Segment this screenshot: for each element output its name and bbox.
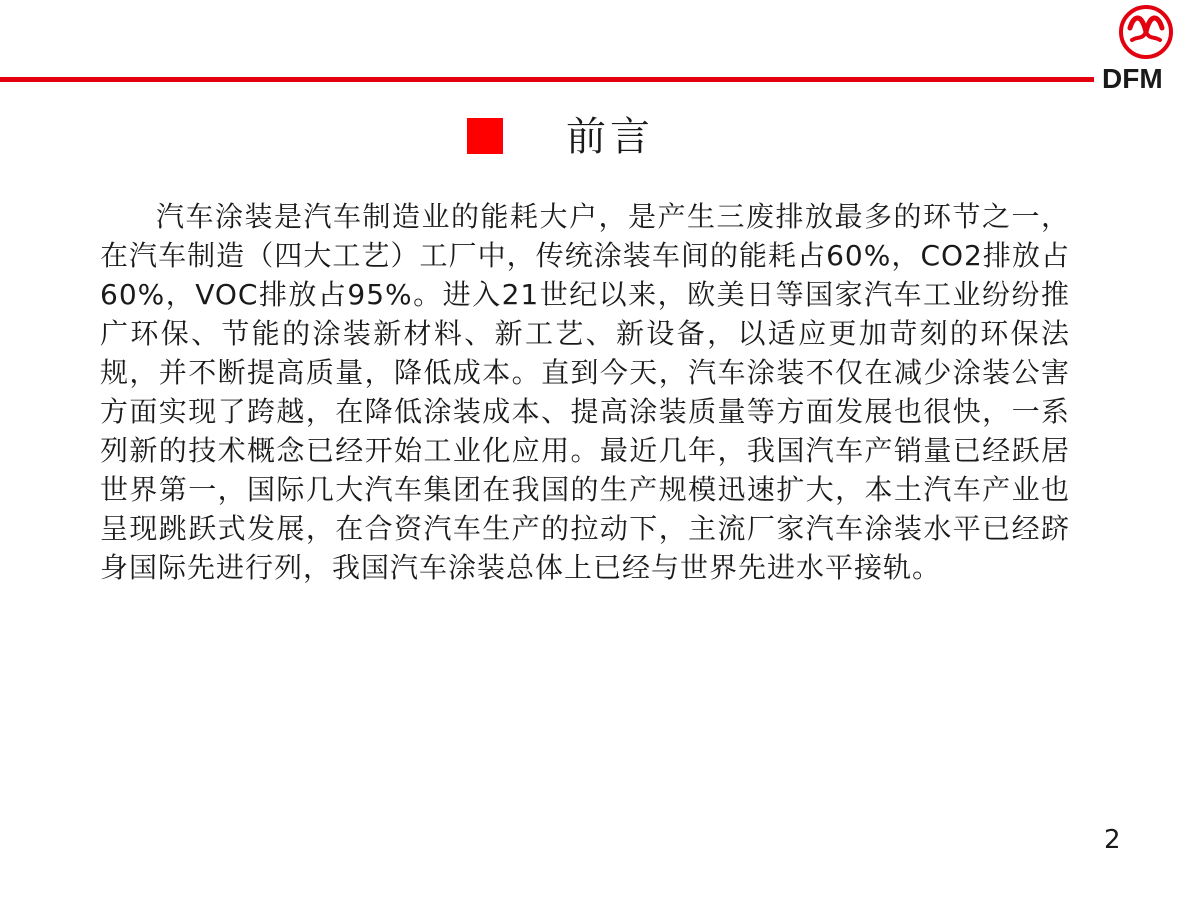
slide-title: 前言 <box>566 114 654 160</box>
header-divider <box>0 77 1094 82</box>
slide-title-row <box>0 112 1200 164</box>
page-number: 2 <box>1104 825 1121 855</box>
dfm-logo <box>1100 2 1196 94</box>
slide-body-paragraph: 汽车涂装是汽车制造业的能耗大户，是产生三废排放最多的环节之一，在汽车制造（四大工艺）工厂中，传统涂装车间的能耗占60%，CO2排放占60%，VOC排放占95%。进入21世纪以来，欧美日等国家汽车工业纷纷推广环保、节能的涂装新材料、新工艺、新设备，以适应更加苛刻的环保法规，并不断提高质量，降低成本。直到今天，汽车涂装不仅在减少涂装公害方面实现了跨越，在降低涂装成本、提高涂装质量等方面发展也很快，一系列新的技术概念已经开始工业化应用。最近几年，我国汽车产销量已经跃居世界第一，国际几大汽车集团在我国的生产规模迅速扩大，本土汽车产业也呈现跳跃式发展，在合资汽车生产的拉动下，主流厂家汽车涂装水平已经跻身国际先进行列，我国汽车涂装总体上已经与世界先进水平接轨。 <box>100 200 1070 584</box>
title-bullet-square <box>467 118 503 154</box>
svg-text:DFM: DFM <box>1102 63 1163 94</box>
